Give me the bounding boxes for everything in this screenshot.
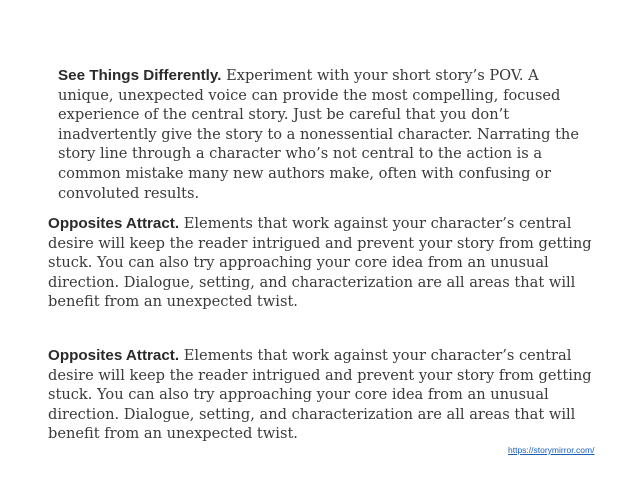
paragraph-lead: Opposites Attract. [48, 347, 180, 364]
paragraph-body: Elements that work against your character’s central desire will keep the reader intrigued and prevent your story from getting stuck. You can also try approaching your core idea from an unusual direction. Dialogue, setting, and characterization are all areas that will benefit from an unexpected twist. [48, 347, 592, 443]
paragraph-lead: Opposites Attract. [48, 215, 180, 232]
paragraph-opposites-attract [48, 214, 608, 312]
paragraph-opposites-attract-duplicate [48, 346, 608, 444]
paragraph-body: Experiment with your short story’s POV. A unique, unexpected voice can provide the most compelling, focused experience of the central story. Just be careful that you don’t inadvertently give the story to a nonessential character. Narrating the story line through a character who’s not central to the action is a common mistake many new authors make, often with confusing or convoluted results. [58, 67, 579, 202]
paragraph-lead: See Things Differently. [58, 67, 222, 84]
paragraph-body: Elements that work against your character’s central desire will keep the reader intrigued and prevent your story from getting stuck. You can also try approaching your core idea from an unusual direction. Dialogue, setting, and characterization are all areas that will benefit from an unexpected twist. [48, 215, 592, 311]
paragraph-see-things-differently [58, 66, 598, 203]
source-link[interactable]: https://storymirror.com/ [508, 445, 595, 455]
